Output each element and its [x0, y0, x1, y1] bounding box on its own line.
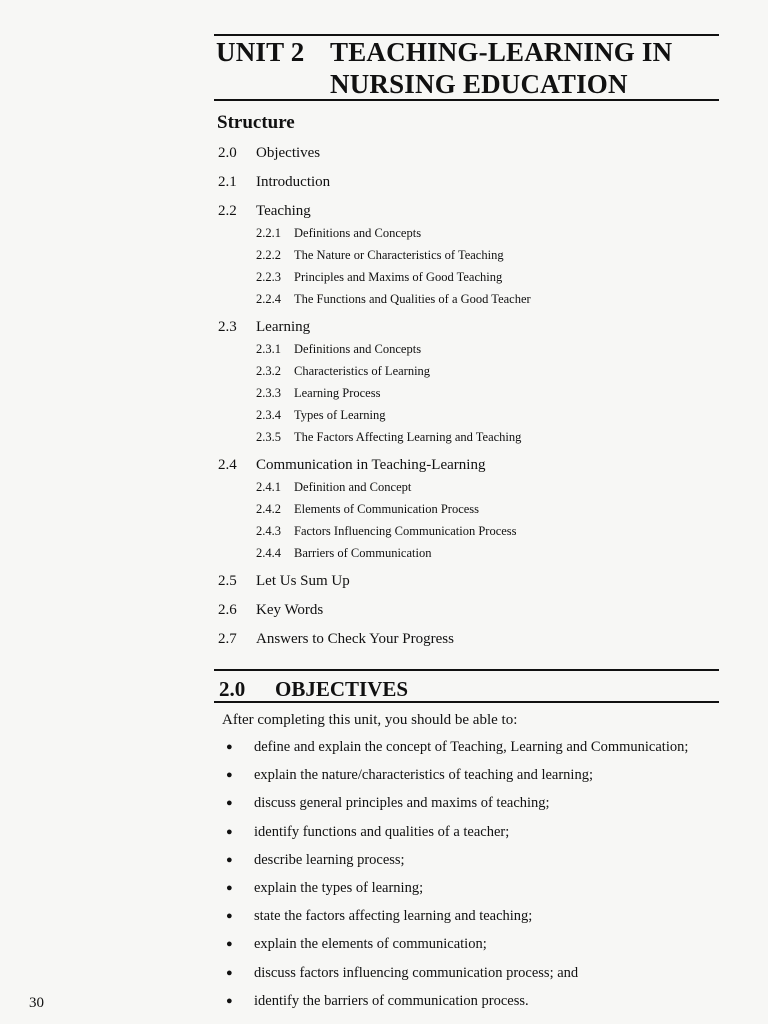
section-top-rule — [214, 669, 719, 671]
toc-entry-number: 2.1 — [218, 174, 237, 190]
objective-item — [226, 824, 509, 841]
toc-entry-number: 2.2.2 — [256, 248, 281, 262]
bullet-icon: ● — [226, 825, 233, 838]
toc-entry-label: Definitions and Concepts — [294, 342, 422, 356]
toc-entry-label: Answers to Check Your Progress — [256, 631, 454, 647]
objective-text: state the factors affecting learning and teaching; — [254, 908, 533, 925]
toc-entry-label: Barriers of Communication — [294, 546, 432, 560]
objective-text: discuss general principles and maxims of teaching; — [254, 795, 550, 812]
toc-section-entry — [218, 631, 454, 648]
toc-subsection-entry — [256, 270, 502, 285]
toc-entry-label: Learning — [256, 319, 311, 335]
toc-entry-number: 2.0 — [218, 145, 237, 161]
objective-item — [226, 993, 529, 1010]
toc-subsection-entry — [256, 408, 385, 423]
toc-entry-number: 2.3.4 — [256, 408, 281, 422]
toc-section-entry — [218, 203, 311, 220]
toc-entry-number: 2.2.1 — [256, 226, 281, 240]
toc-entry-label: Definition and Concept — [294, 480, 412, 494]
toc-entry-label: Elements of Communication Process — [294, 502, 480, 516]
toc-entry-label: Definitions and Concepts — [294, 226, 422, 240]
toc-entry-number: 2.6 — [218, 602, 237, 618]
toc-entry-label: Introduction — [256, 174, 331, 190]
bullet-icon: ● — [226, 910, 233, 923]
page-number: 30 — [29, 995, 44, 1011]
objective-item — [226, 795, 550, 812]
toc-entry-label: Types of Learning — [294, 408, 386, 422]
objectives-section-number: 2.0 — [219, 677, 246, 701]
toc-entry-label: Let Us Sum Up — [256, 573, 350, 589]
objective-item — [226, 739, 688, 756]
unit-title-line-2: NURSING EDUCATION — [330, 69, 628, 99]
toc-entry-number: 2.3.1 — [256, 342, 281, 356]
objective-text: identify the barriers of communication process. — [254, 992, 529, 1009]
objective-text: define and explain the concept of Teaching, Learning and Communication; — [254, 739, 689, 755]
toc-entry-number: 2.2.4 — [256, 292, 281, 306]
toc-entry-number: 2.4.3 — [256, 524, 281, 538]
toc-subsection-entry — [256, 292, 531, 307]
objective-item — [226, 880, 423, 897]
toc-entry-number: 2.4.2 — [256, 502, 281, 516]
toc-entry-number: 2.3.2 — [256, 364, 281, 378]
unit-title-line-1: TEACHING-LEARNING IN — [330, 37, 673, 67]
toc-section-entry — [218, 457, 485, 474]
bullet-icon: ● — [226, 769, 233, 782]
toc-subsection-entry — [256, 524, 517, 539]
toc-subsection-entry — [256, 364, 430, 379]
bullet-icon: ● — [226, 994, 233, 1007]
toc-entry-label: The Functions and Qualities of a Good Teacher — [294, 292, 531, 306]
toc-section-entry — [218, 145, 320, 162]
toc-entry-label: Learning Process — [294, 386, 381, 400]
unit-number: UNIT 2 — [216, 37, 305, 67]
toc-subsection-entry — [256, 226, 421, 241]
bullet-icon: ● — [226, 797, 233, 810]
toc-entry-label: Objectives — [256, 145, 321, 161]
objective-text: describe learning process; — [254, 851, 405, 868]
bullet-icon: ● — [226, 853, 233, 866]
toc-entry-number: 2.3.3 — [256, 386, 281, 400]
toc-entry-label: Principles and Maxims of Good Teaching — [294, 270, 503, 284]
bullet-icon: ● — [226, 882, 233, 894]
toc-entry-label: The Factors Affecting Learning and Teaching — [294, 430, 522, 444]
toc-entry-number: 2.4.4 — [256, 546, 281, 560]
structure-heading: Structure — [217, 112, 295, 133]
toc-section-entry — [218, 602, 323, 619]
toc-entry-label: Characteristics of Learning — [294, 364, 431, 378]
toc-entry-label: Communication in Teaching-Learning — [256, 457, 486, 473]
toc-entry-number: 2.7 — [218, 631, 237, 647]
objective-text: explain the nature/characteristics of teaching and learning; — [254, 767, 593, 784]
bullet-icon: ● — [226, 741, 233, 753]
toc-entry-number: 2.2.3 — [256, 270, 281, 284]
objective-item — [226, 767, 593, 784]
toc-entry-number: 2.3.5 — [256, 430, 281, 444]
toc-subsection-entry — [256, 546, 431, 561]
objective-item — [226, 965, 578, 982]
objective-text: identify functions and qualities of a teacher; — [254, 823, 510, 840]
toc-entry-label: Key Words — [256, 602, 324, 618]
objective-item — [226, 852, 405, 869]
objectives-heading — [219, 677, 408, 702]
toc-section-entry — [218, 573, 350, 590]
objective-text: discuss factors influencing communication process; and — [254, 964, 579, 981]
bullet-icon: ● — [226, 938, 233, 951]
objective-item — [226, 936, 487, 953]
toc-entry-label: The Nature or Characteristics of Teaching — [294, 248, 504, 262]
toc-entry-number: 2.4.1 — [256, 480, 281, 494]
toc-subsection-entry — [256, 342, 421, 357]
toc-subsection-entry — [256, 502, 479, 517]
header-bottom-rule — [214, 99, 719, 101]
toc-entry-label: Teaching — [256, 203, 311, 219]
toc-section-entry — [218, 174, 330, 191]
toc-subsection-entry — [256, 480, 411, 495]
bullet-icon: ● — [226, 966, 233, 979]
objective-text: explain the types of learning; — [254, 880, 424, 896]
toc-entry-label: Factors Influencing Communication Process — [294, 524, 517, 538]
toc-entry-number: 2.5 — [218, 573, 237, 589]
toc-subsection-entry — [256, 386, 380, 401]
objective-text: explain the elements of communication; — [254, 936, 487, 953]
toc-subsection-entry — [256, 430, 521, 445]
objectives-intro: After completing this unit, you should be able to: — [222, 712, 518, 728]
section-bottom-rule — [214, 701, 719, 703]
objectives-section-title: OBJECTIVES — [275, 677, 409, 701]
toc-entry-number: 2.4 — [218, 457, 237, 473]
toc-section-entry — [218, 319, 310, 336]
toc-subsection-entry — [256, 248, 504, 263]
toc-entry-number: 2.2 — [218, 203, 237, 219]
toc-entry-number: 2.3 — [218, 319, 237, 335]
objective-item — [226, 908, 532, 925]
